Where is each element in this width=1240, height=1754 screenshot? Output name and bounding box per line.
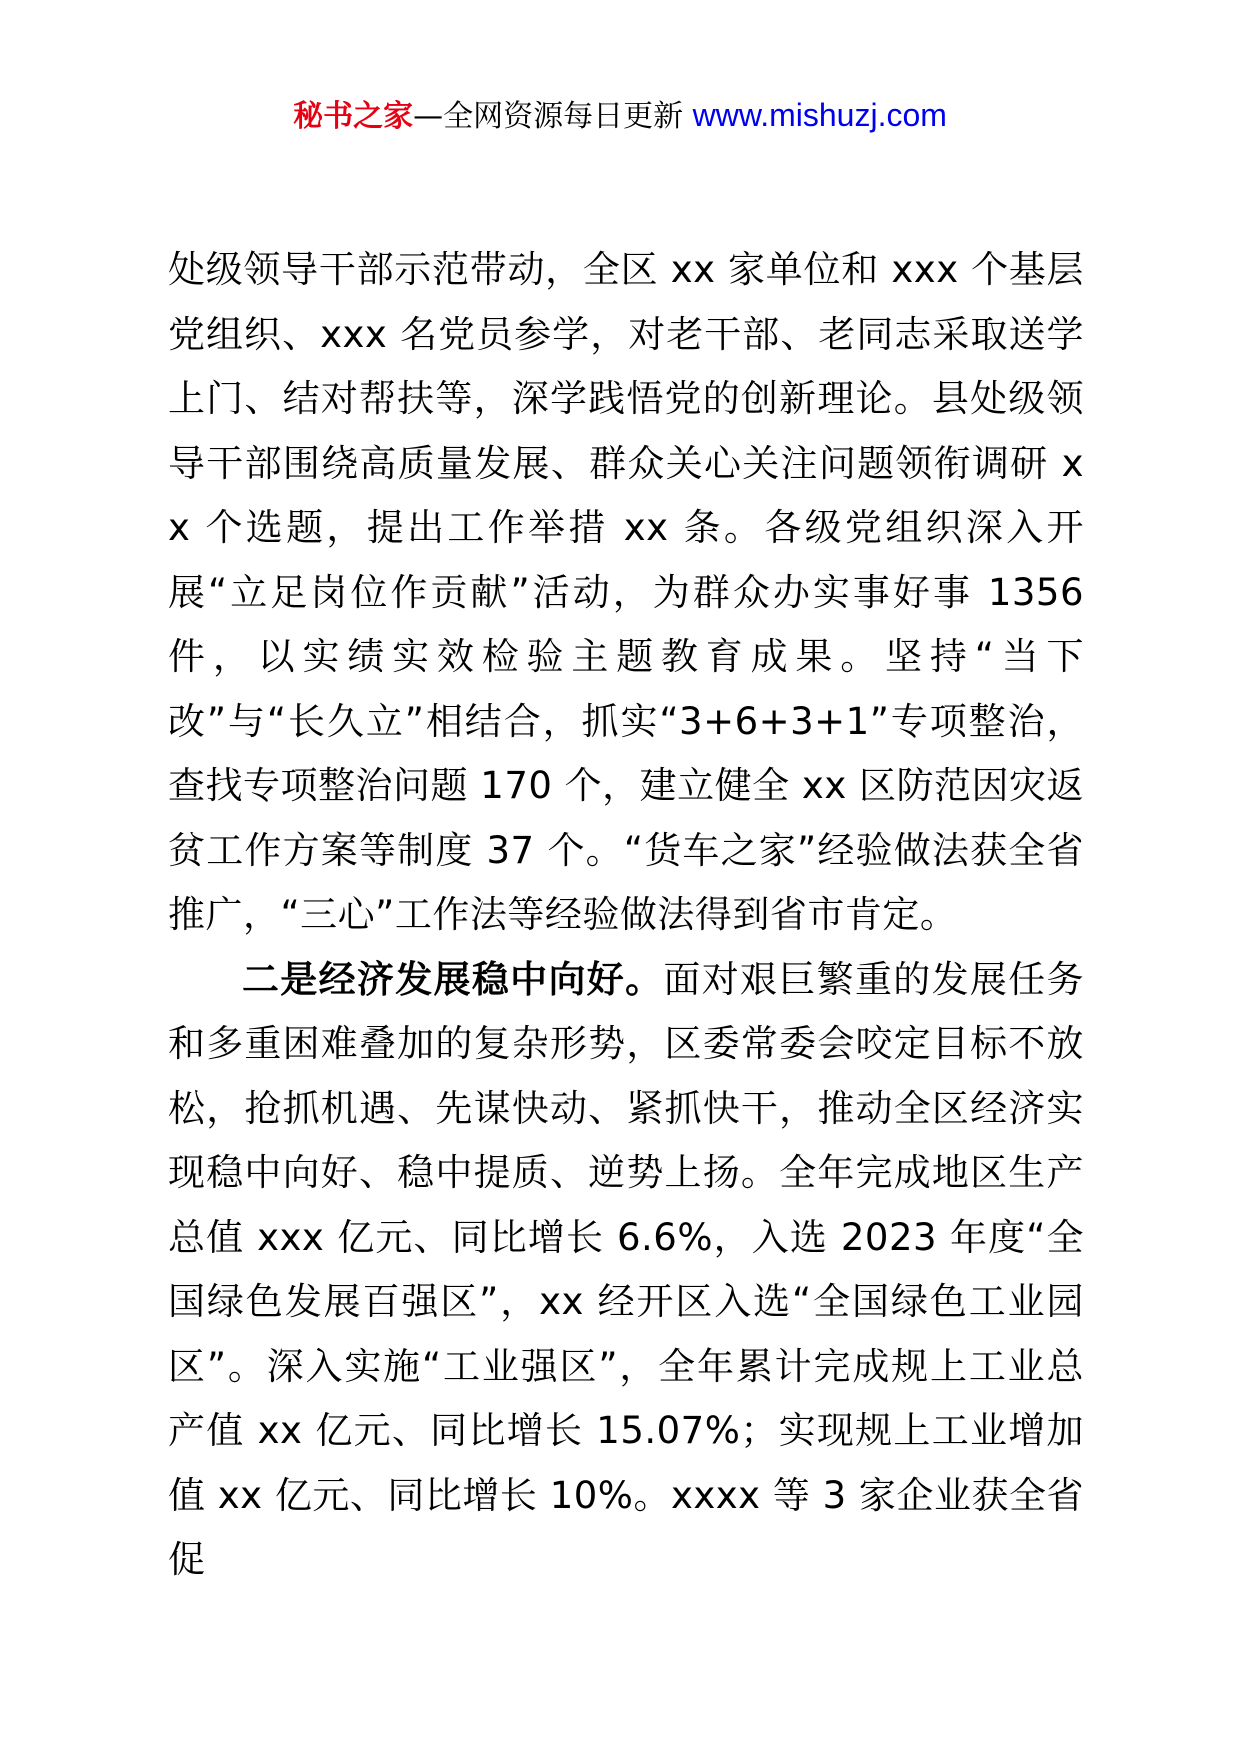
paragraph-2-text: 面对艰巨繁重的发展任务和多重困难叠加的复杂形势，区委常委会咬定目标不放松，抢抓机遇、先谋快动、紧抓快干，推动全区经济实现稳中向好、稳中提质、逆势上扬。全年完成地区生产总值 xxx 亿元、同比增长 6.6%，入选 2023 年度“全国绿色发展百强区”，xx 经开区入选“全国绿色工业园区”。深入实施“工业强区”，全年累计完成规上工业总产值 xx 亿元、同比增长 15.07%；实现规上工业增加值 xx 亿元、同比增长 10%。xxxx 等 3 家企业获全省促	[168, 957, 1085, 1581]
site-header	[0, 95, 1240, 137]
document-body	[168, 238, 1084, 1593]
brand-name: 秘书之家	[293, 99, 414, 134]
paragraph-2	[168, 948, 1084, 1593]
paragraph-2-heading: 二是经济发展稳中向好。	[242, 957, 664, 1001]
paragraph-1: 处级领导干部示范带动，全区 xx 家单位和 xxx 个基层党组织、xxx 名党员参学，对老干部、老同志采取送学上门、结对帮扶等，深学践悟党的创新理论。县处级领导干部围绕高质量发展、群众关心关注问题领衔调研 xx 个选题，提出工作举措 xx 条。各级党组织深入开展“立足岗位作贡献”活动，为群众办实事好事 1356 件，以实绩实效检验主题教育成果。坚持“当下改”与“长久立”相结合，抓实“3+6+3+1”专项整治，查找专项整治问题 170 个，建立健全 xx 区防范因灾返贫工作方案等制度 37 个。“货车之家”经验做法获全省推广，“三心”工作法等经验做法得到省市肯定。	[168, 248, 1084, 936]
site-url-link[interactable]: www.mishuzj.com	[692, 97, 947, 133]
header-tagline: —全网资源每日更新	[413, 99, 684, 134]
